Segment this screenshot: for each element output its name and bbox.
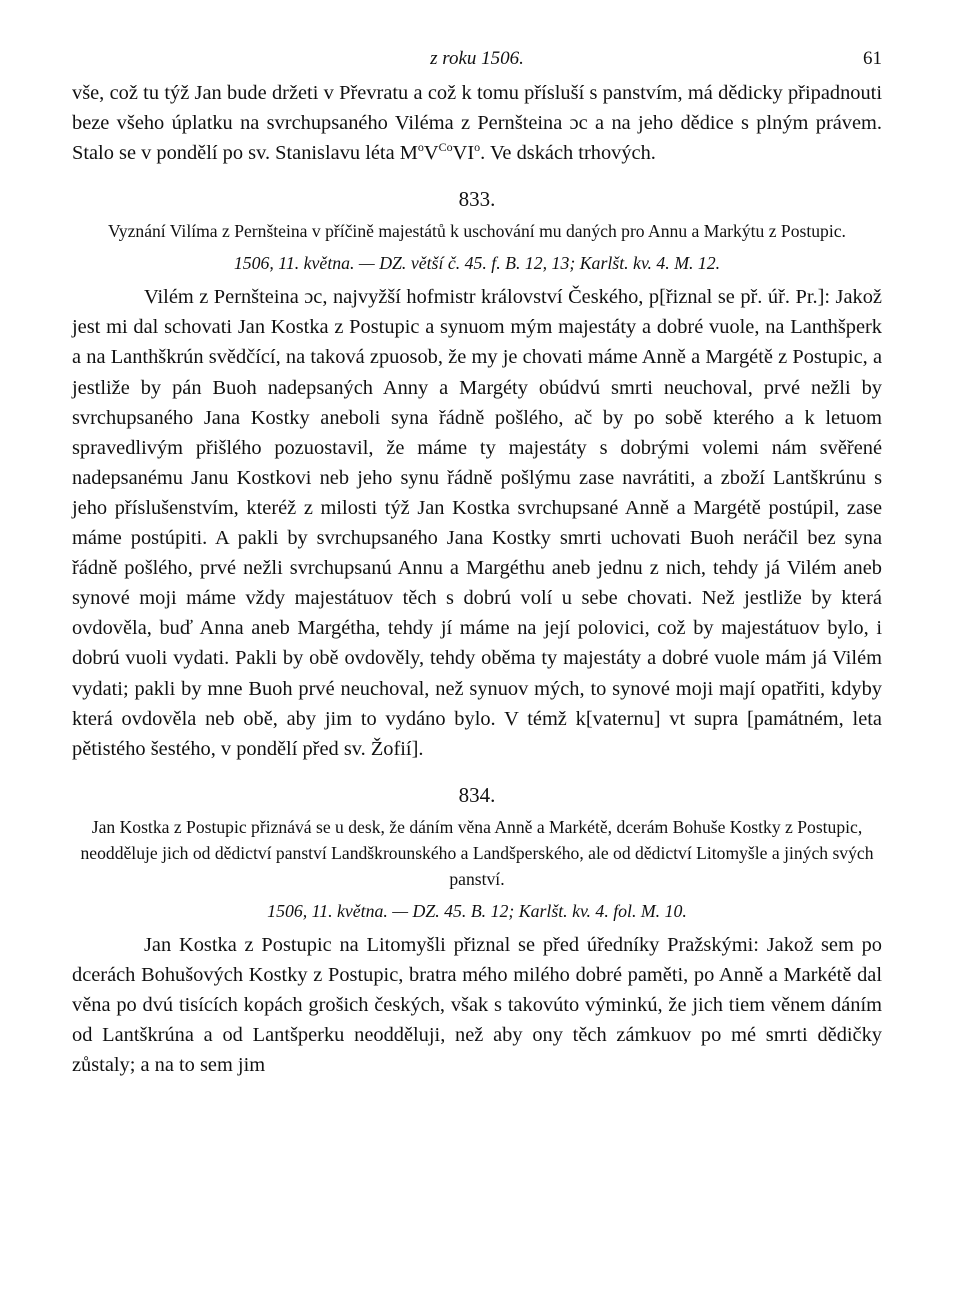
document-summary: Jan Kostka z Postupic přiznává se u desk, že dáním věna Anně a Markétě, dcerám Bohuše Kostky z Postupic, neodděluje jich od dědictví panství Landškrounského a Landšperského, ale od dědictví Litomyšle a jiných svých panství. xyxy=(80,816,874,889)
year-v: V xyxy=(423,142,439,165)
document-summary: Vyznání Vilíma z Pernšteina v příčině majestátů k uschování mu daných pro Annu a Markýtu z Postupic. xyxy=(108,221,846,242)
document-page xyxy=(72,48,882,1080)
document-body: Jan Kostka z Postupic na Litomyšli přiznal se před úředníky Pražskými: Jakož sem po dcerách Bohušových Kostky z Postupic, bratra mého milého dobré paměti, po Anně a Markétě dal věna po dvú tisících kopách grošich českých, však s takovúto výminkú, že jich tiem věnem dáním od Lantškrúna a od Lantšperku neodděluji, než aby ony těch zámkuov po mé smrti dědičky zůstaly; a na to sem jim xyxy=(72,933,882,1077)
document-number: 833. xyxy=(458,187,496,212)
running-title: z roku 1506. xyxy=(430,48,524,69)
continuation-text: vše, což tu týž Jan bude držeti v Převratu a což k tomu přísluší s panstvím, má dědicky připadnouti beze všeho úplatku na svrchupsaného Viléma z Pernšteina ɔc a na jeho dědice s plným právem. Stalo se v pondělí po sv. Stanislavu léta M xyxy=(72,82,882,165)
year-o: o xyxy=(417,140,424,155)
year-vi: VI xyxy=(452,142,475,165)
continuation-text-end: . Ve dskách trhových. xyxy=(480,142,656,165)
document-source: 1506, 11. května. — DZ. větší č. 45. f. B. 12, 13; Karlšt. kv. 4. M. 12. xyxy=(233,253,721,274)
continuation-paragraph xyxy=(72,78,882,168)
year-o2: o xyxy=(474,140,481,155)
document-source: 1506, 11. května. — DZ. 45. B. 12; Karlšt. kv. 4. fol. M. 10. xyxy=(267,900,687,921)
page-number: 61 xyxy=(863,48,882,69)
document-body: Vilém z Pernšteina ɔc, najvyžší hofmistr království Českého, p[řiznal se př. úř. Pr.]: Jakož jest mi dal schovati Jan Kostka z Postupic a synuom mým majestáty a dobré vuole, na Lanthšperk a na Lanthškrún svědčící, na taková zpuosob, že my je chovati máme Anně a Margétě z Postupic, a jestliže by pán Buoh nadepsaných Anny a Margéty obúdvú smrti neuchoval, prvé nežli by svrchupsaného Jana Kostky aneboli syna řádně pošlého, ač by po sobě kterého a k letuom spravedlivým přišlého pozuostavil, že máme ty majestáty s dobrými volemi nám svěřené nadepsanému Janu Kostkovi neb jeho synu řádně pošlýmu zase navrátiti, a zboží Lantškrúnu s jeho příslušenstvím, kteréž z milosti týž Jan Kostka svrchupsané Anně a Margétě postúpil, zase máme postúpiti. A pakli by svrchupsaného Jana Kostky smrti uchovati Buoh neráčil bez syna řádně pošlého, prvé nežli svrchupsanú Annu a Margéthu aneb jednu z nich, tehdy já Vilém aneb synové moji máme vždy majestátuov těch s dobrú volí u sebe chovati. Než jestliže by která ovdověla, buď Anna aneb Margétha, tehdy jí máme na její polovici, což by majestátuov bylo, i dobrú vuoli vydati. Pakli by obě ovdověly, tehdy oběma ty majestáty a dobré vuole mám já Vilém vydati; pakli by mne Buoh prvé neuchoval, než synuov mých, to synové moji mají opatřiti, kdyby která ovdověla neb obě, aby jim to vydáno bylo. V témž k[vaternu] vt supra [památném, leta pětistého šestého, v pondělí před sv. Žofií]. xyxy=(72,286,882,760)
running-header xyxy=(72,48,882,78)
year-co: Co xyxy=(438,140,453,155)
document-number: 834. xyxy=(458,782,496,807)
